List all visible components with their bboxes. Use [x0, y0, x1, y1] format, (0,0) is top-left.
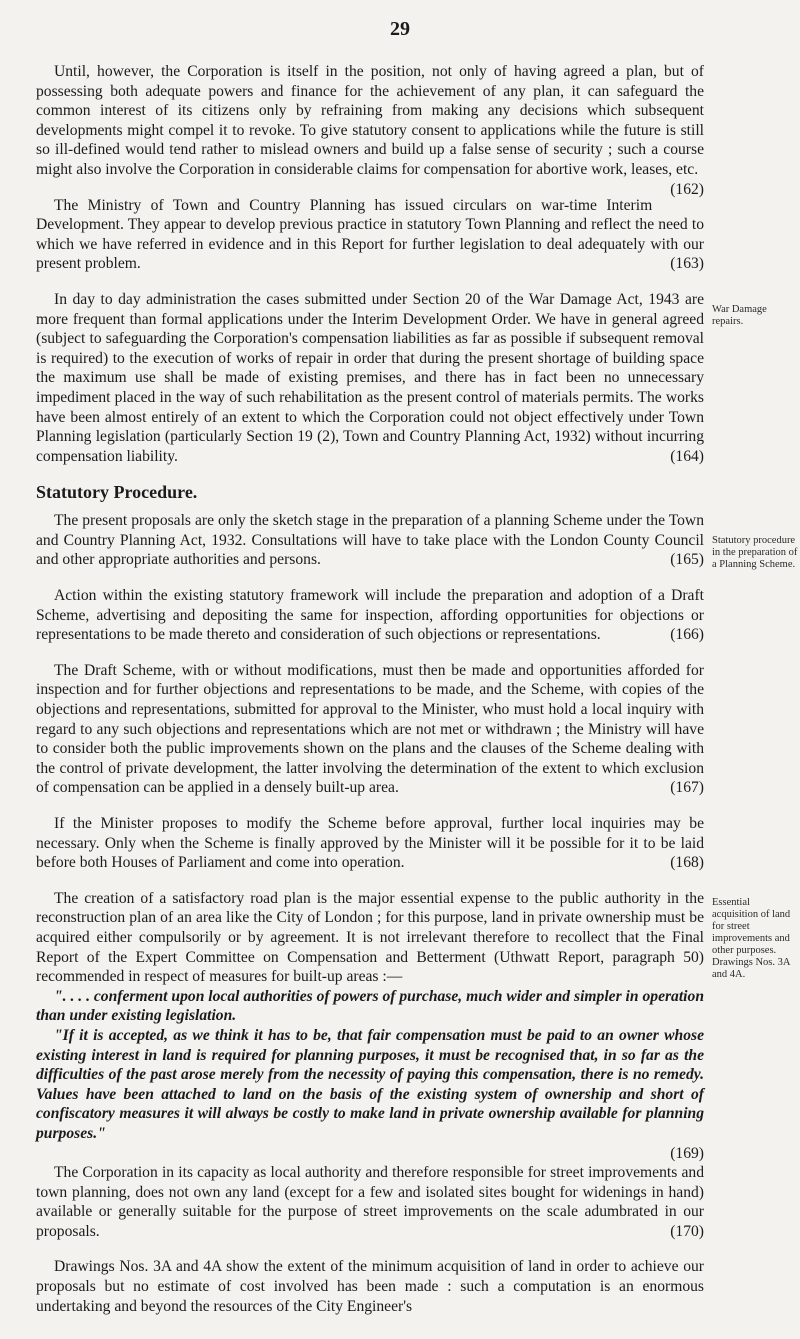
- paragraph-ref: (165): [670, 551, 704, 569]
- paragraph-165: The present proposals are only the sketch stage in the preparation of a planning Scheme under the Town and Country Planning Act, 1932. Consultations will have to take place with the London County Council and other appropriate authorities and persons. (165): [36, 512, 704, 569]
- paragraph-164: In day to day administration the cases submitted under Section 20 of the War Damage Act, 1943 are more frequent than formal applications under the Interim Development Order. We have in general agreed (subject to safeguarding the Corporation's compensation liabilities as far as possible if subsequent removal is required) to the execution of works of repair in order that during the present shortage of building space the maximum use shall be made of existing premises, and there has in fact been no unnecessary impediment placed in the way of such rehabilitation as the present control of materials permits. The works have been almost entirely of an extent to which the Corporation could not object effectively under Town Planning legislation (particularly Section 19 (2), Town and Country Planning Act, 1932) without incurring compensation liability. (164): [36, 290, 704, 465]
- paragraph-ref: (167): [670, 779, 704, 797]
- page-number: 29: [390, 18, 410, 40]
- main-text: [36, 62, 704, 1332]
- paragraph-171: Drawings Nos. 3A and 4A show the extent of the minimum acquisition of land in order to achieve our proposals but no estimate of cost involved has been made : such a computation is an enormous undertaking and beyond the resources of the City Engineer's: [36, 1258, 704, 1315]
- paragraph-ref: (166): [670, 626, 704, 644]
- margin-note-statutory-procedure: Statutory procedure in the preparation of a Planning Scheme.: [712, 535, 798, 570]
- paragraph-170: The Corporation in its capacity as local authority and therefore responsible for street improvements and town planning, does not own any land (except for a few and isolated sites bought for widenings in hand) available or generally suitable for the purpose of street improvements on the scale adumbrated in our proposals. (170): [36, 1164, 704, 1240]
- paragraph-167: The Draft Scheme, with or without modifications, must then be made and opportunities afforded for inspection and for further objections and representations to be made, and the Scheme, with copies of the objections and representations, submitted for approval to the Minister, who must hold a local inquiry with regard to any such objections and representations which are not met or withdrawn ; the Ministry will have to consider both the public improvements shown on the plans and the clauses of the Scheme dealing with the control of private development, the latter involving the determination of the extent to which exclusion of compensation can be applied in a densely built-up area. (167): [36, 661, 704, 797]
- paragraph-ref: (163): [670, 255, 704, 273]
- paragraph-162: Until, however, the Corporation is itself in the position, not only of having agreed a plan, but of possessing both adequate powers and finance for the achievement of any plan, it can safeguard the common interest of its citizens only by refraining from making any decisions which subsequent developments might compel it to revoke. To give statutory consent to applications while the future is still so ill-defined would tend rather to mislead owners and build up a false sense of security ; such a course might also involve the Corporation in considerable claims for compensation for abortive work, leases, etc. (162): [36, 63, 704, 198]
- paragraph-163: The Ministry of Town and Country Planning has issued circulars on war-time Interim Development. They appear to develop previous practice in statutory Town Planning and reflect the need to which we have referred in evidence and in this Report for further legislation to deal adequately with our present problem. (163): [36, 196, 704, 273]
- paragraph-168: If the Minister proposes to modify the Scheme before approval, further local inquiries may be necessary. Only when the Scheme is finally approved by the Minister will it be possible for it to be laid before both Houses of Parliament and come into operation. (168): [36, 815, 704, 872]
- paragraph-ref: (170): [670, 1222, 704, 1240]
- quote-1: ". . . . conferment upon local authorities of powers of purchase, much wider and simpler in operation than under existing legislation.: [36, 987, 704, 1025]
- margin-note-war-damage: War Damage repairs.: [712, 304, 767, 327]
- margin-note-land-acquisition: Essential acquisition of land for street improvements and other purposes. Drawings Nos. 3A and 4A.: [712, 897, 791, 980]
- paragraph-166: Action within the existing statutory framework will include the preparation and adoption of a Draft Scheme, advertising and depositing the same for inspection, affording opportunities for objections or representations to be made thereto and consideration of such objections or representations. (166): [36, 587, 704, 644]
- paragraph-ref: (162): [670, 180, 704, 198]
- paragraph-ref: (169): [670, 1144, 704, 1162]
- section-heading: Statutory Procedure.: [36, 482, 198, 503]
- paragraph-169-intro: The creation of a satisfactory road plan is the major essential expense to the public authority in the reconstruction plan of an area like the City of London ; for this purpose, land in private ownership must be acquired either compulsorily or by agreement. It is not irrelevant therefore to recollect that the Final Report of the Expert Committee on Compensation and Betterment (Uthwatt Report, paragraph 50) recommended in respect of measures for built-up areas :—: [36, 889, 704, 986]
- quote-2: "If it is accepted, as we think it has to be, that fair compensation must be paid to an owner whose existing interest in land is required for planning purposes, it must be recognised that, in so far as the difficulties of the past arose merely from the necessity of paying this compensation, there is no remedy. Values have been attached to land on the basis of the existing system of ownership and short of confiscatory measures it will always be costly to make land in private ownership available for planning purposes.": [36, 1026, 704, 1142]
- paragraph-ref: (168): [670, 854, 704, 872]
- paragraph-ref: (164): [670, 447, 704, 465]
